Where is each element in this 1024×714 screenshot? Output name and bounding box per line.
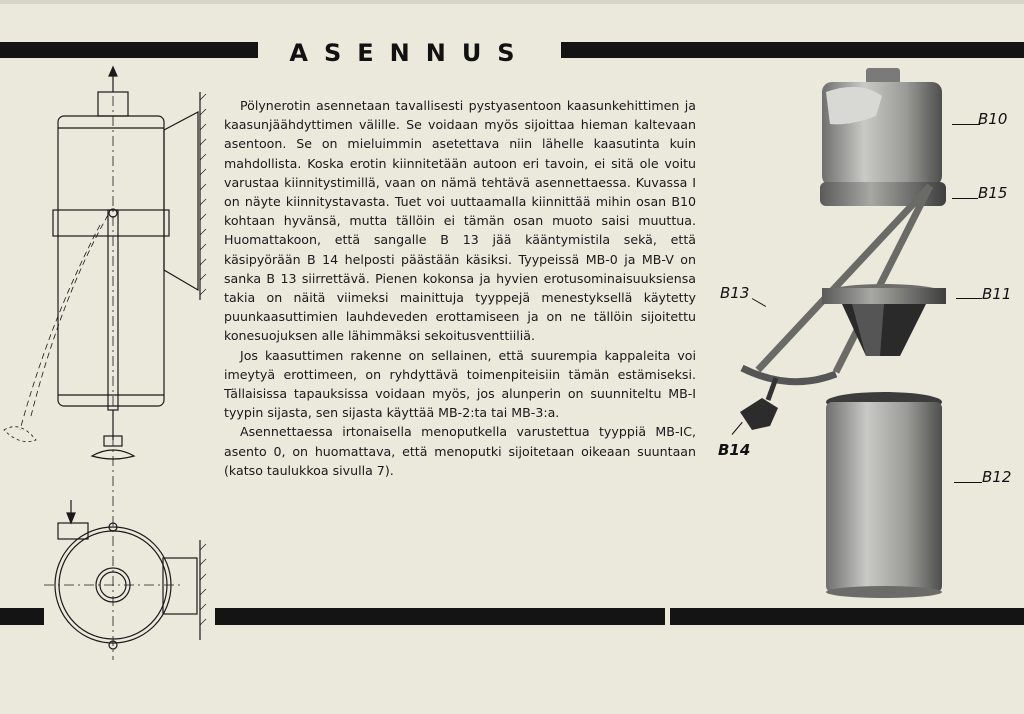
label-b15: B15 bbox=[978, 184, 1008, 202]
page-top-edge bbox=[0, 0, 1024, 4]
label-b13: B13 bbox=[720, 284, 750, 302]
label-b14: B14 bbox=[718, 441, 751, 459]
exploded-view-photo bbox=[700, 60, 1024, 620]
page-heading: ASENNUS bbox=[289, 39, 531, 67]
label-b11: B11 bbox=[982, 285, 1012, 303]
paragraph-3: Asennettaessa irtonaisella menoputkella varustettua tyyppiä MB-IC, asento 0, on huomattava, että menoputki sijoitetaan oikeaan suuntaan (katso taulukkoa sivulla 7). bbox=[224, 424, 696, 478]
bottom-band-middle bbox=[215, 608, 665, 625]
top-band-left bbox=[0, 42, 258, 58]
paragraph-2: Jos kaasuttimen rakenne on sellainen, että suurempia kappaleita voi imeytyä erottimeen, on ryhdyttävä toimenpiteisiin tämän estämiseksi. Tällaisissa tapauksissa voidaan myös, jos alunperin on suunniteltu MB-I tyypin sijasta, sen sijasta käyttää MB-2:ta tai MB-3:a. bbox=[224, 347, 696, 421]
label-line-b12 bbox=[954, 482, 982, 483]
heading-row bbox=[262, 36, 558, 70]
body-text bbox=[224, 96, 696, 480]
label-line-b15 bbox=[952, 198, 978, 199]
label-b12: B12 bbox=[982, 468, 1012, 486]
label-line-b11 bbox=[956, 298, 982, 299]
label-b10: B10 bbox=[978, 110, 1008, 128]
label-line-b10 bbox=[952, 124, 980, 125]
installation-drawing bbox=[0, 60, 215, 680]
paragraph-1: Pölynerotin asennetaan tavallisesti pystyasentoon kaasunkehittimen ja kaasunjäähdyttimen välille. Se voidaan myös sijoittaa hieman kaltevaan asentoon. Se on mieluimmin asetettava niin lähelle kaasutinta kuin mahdollista. Koska erotin kiinnitetään autoon eri tavoin, ei sitä ole voitu varustaa kiinnitystimillä, vaan on nämä tehtävä asennettaessa. Kuvassa I on näyte kiinnitystavasta. Tuet voi uuttaamalla kiinnittää mihin osan B10 kohtaan hyvänsä, mutta tällöin ei tämän osan muoto saisi muuttua. Huomattakoon, että sangalle B 13 jää kääntymistila sekä, että käsipyörään B 14 helposti päästään käsiksi. Tyypeissä MB-0 ja MB-V on sanka B 13 siirrettävä. Pienen kokonsa ja hyvien erotusominaisuuksiensa takia on näitä viimeksi mainittuja tyyppejä menestyksellä käytetty puunkaasuttimien lauhdeveden erottamiseen ja on ne tällöin sijoitettu konesuojuksen alle lähimmäksi sekoitusventtiiliä. bbox=[224, 98, 696, 344]
top-band-right bbox=[561, 42, 1024, 58]
